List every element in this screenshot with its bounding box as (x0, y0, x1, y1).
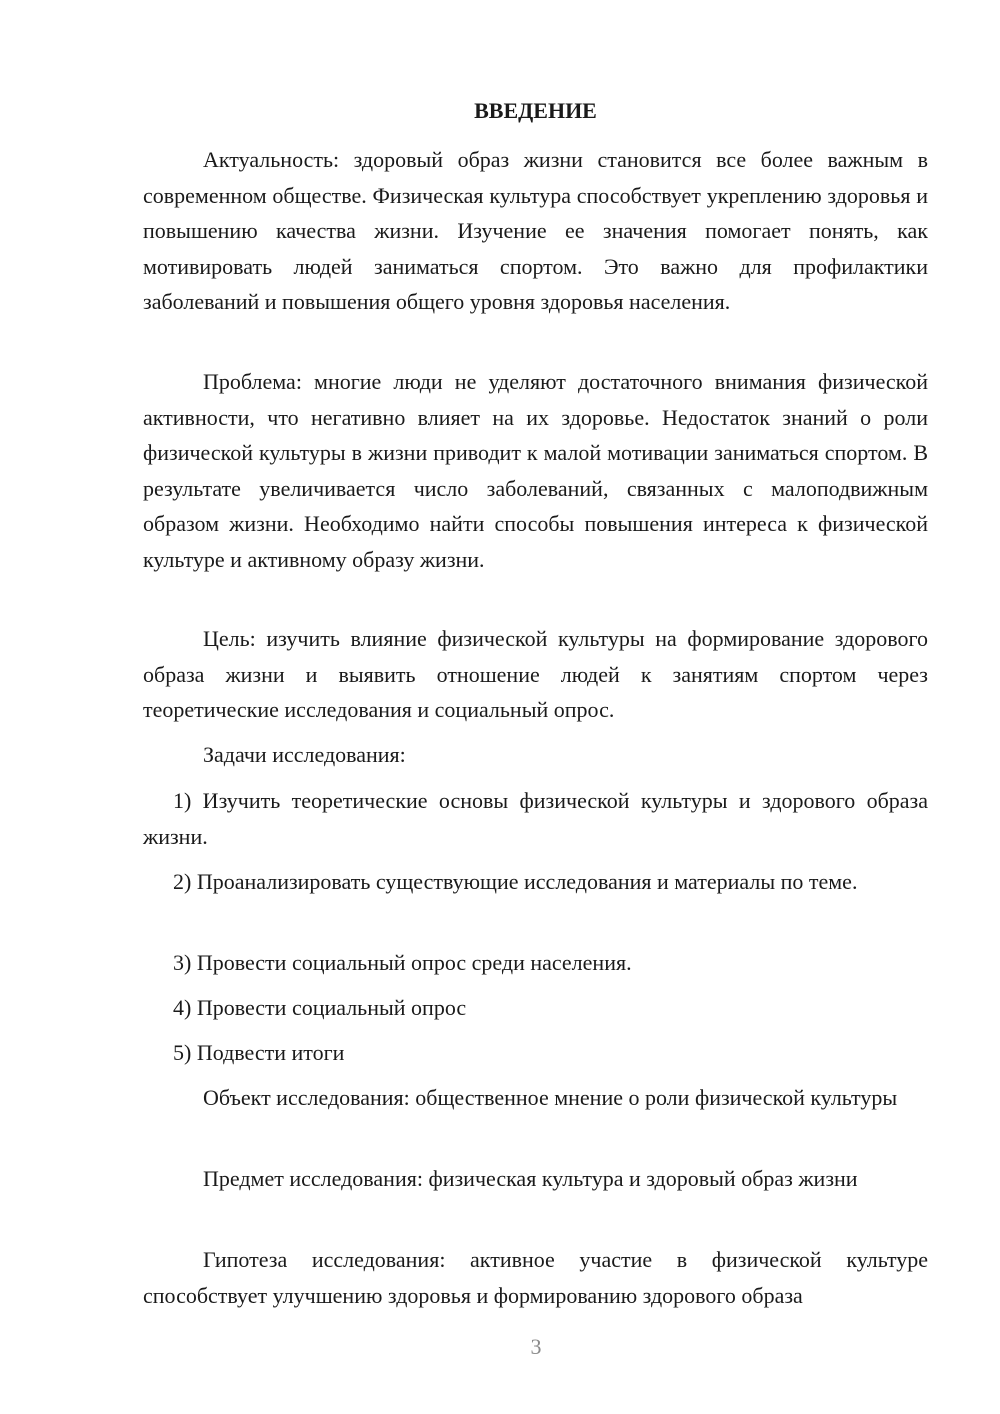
task-item: 5) Подвести итоги (173, 1040, 345, 1065)
paragraph-subject: Предмет исследования: физическая культура и здоровый образ жизни (203, 1166, 858, 1191)
task-item: 1) Изучить теоретические основы физической культуры и здорового образа жизни. (143, 788, 928, 849)
tasks-heading: Задачи исследования: (203, 742, 406, 767)
paragraph-relevance: Актуальность: здоровый образ жизни становится все более важным в современном обществе. Физическая культура способствует укреплению здоровья и повышению качества жизни. Изучение ее значения помогает понять, как мотивировать людей заниматься спортом. Это важно для профилактики заболеваний и повышения общего уровня здоровья населения. (143, 147, 928, 314)
task-item: 4) Провести социальный опрос (173, 995, 467, 1020)
paragraph-object: Объект исследования: общественное мнение о роли физической культуры (203, 1085, 898, 1110)
paragraph-goal: Цель: изучить влияние физической культуры на формирование здорового образа жизни и выявить отношение людей к занятиям спортом через теоретические исследования и социальный опрос. (143, 626, 928, 722)
page-title: ВВЕДЕНИЕ (474, 98, 597, 123)
task-item: 3) Провести социальный опрос среди населения. (173, 950, 632, 975)
paragraph-hypothesis: Гипотеза исследования: активное участие в физической культуре способствует улучшению здоровья и формированию здорового образа (143, 1247, 928, 1308)
page-number: 3 (530, 1334, 542, 1359)
paragraph-problem: Проблема: многие люди не уделяют достаточного внимания физической активности, что негативно влияет на их здоровье. Недостаток знаний о роли физической культуры в жизни приводит к малой мотивации заниматься спортом. В результате увеличивается число заболеваний, связанных с малоподвижным образом жизни. Необходимо найти способы повышения интереса к физической культуре и активному образу жизни. (143, 369, 928, 572)
task-item: 2) Проанализировать существующие исследования и материалы по теме. (173, 869, 858, 894)
